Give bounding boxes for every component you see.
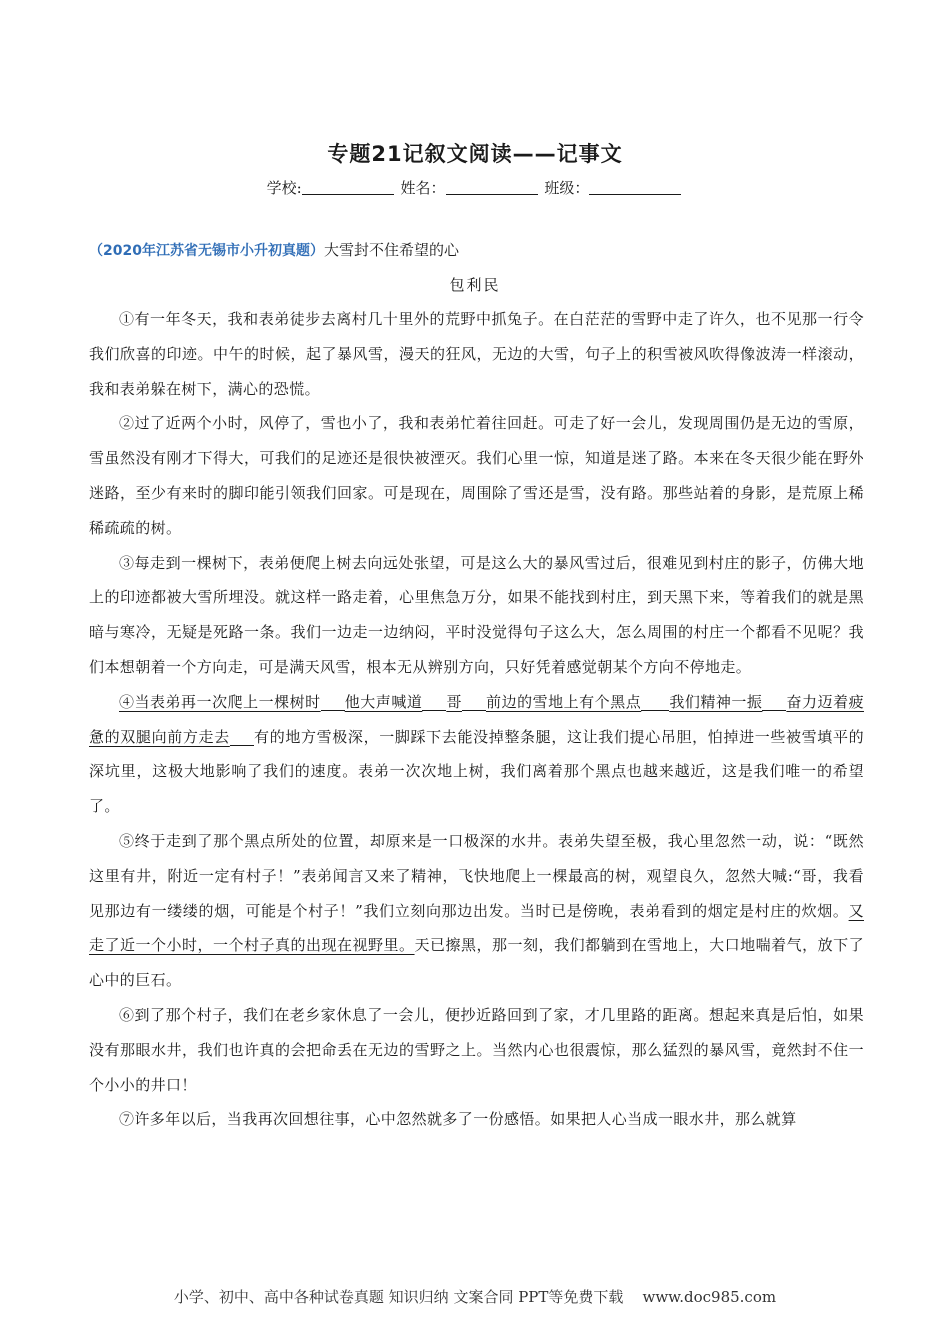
article-author: 包利民 xyxy=(449,276,501,294)
article-body xyxy=(89,302,864,1137)
p5-segment-c: 天已擦黑，那一刻，我们都躺到在雪地上，大口地喘着气，放下了心中的巨石。 xyxy=(89,936,864,990)
exam-source: （2020年江苏省无锡市小升初真题） xyxy=(89,243,324,259)
p4-segment-g: 有的地方雪极深，一脚踩下去能没掉整条腿，这让我们提心吊胆，怕掉进一些被雪填平的深坑里，这极大地影响了我们的速度。表弟一次次地上树，我们离着那个黑点也越来越近，这是我们唯一的希望了。 xyxy=(89,727,864,816)
punctuation-blank xyxy=(762,694,786,711)
footer-text: 小学、初中、高中各种试卷真题 知识归纳 文案合同 PPT等免费下载 xyxy=(173,1288,624,1306)
p4-segment-d: 前边的雪地上有个黑点 xyxy=(485,692,642,711)
p4-segment-e: 我们精神一振 xyxy=(669,692,763,711)
page-title: 专题21记叙文阅读——记事文 xyxy=(327,142,623,166)
p4-segment-c: 哥 xyxy=(446,692,462,711)
punctuation-blank xyxy=(422,694,446,711)
paragraph-3: ③每走到一棵树下，表弟便爬上树去向远处张望，可是这么大的暴风雪过后，很难见到村庄的影子，仿佛大地上的印迹都被大雪所埋没。就这样一路走着，心里焦急万分，如果不能找到村庄，到天黑下来，等着我们的就是黑暗与寒冷，无疑是死路一条。我们一边走一边纳闷，平时没觉得句子这么大，怎么周围的村庄一个都看不见呢？我们本想朝着一个方向走，可是满天风雪，根本无从辨别方向，只好凭着感觉朝某个方向不停地走。 xyxy=(89,553,864,676)
paragraph-5 xyxy=(89,824,864,998)
footer-url[interactable]: www.doc985.com xyxy=(642,1288,777,1306)
punctuation-blank xyxy=(321,694,345,711)
name-blank xyxy=(446,179,538,195)
paragraph-1: ①有一年冬天，我和表弟徒步去离村几十里外的荒野中抓兔子。在白茫茫的雪野中走了许久，也不见那一行令我们欣喜的印迹。中午的时候，起了暴风雪，漫天的狂风，无边的大雪，句子上的积雪被风吹得像波涛一样滚动，我和表弟躲在树下，满心的恐慌。 xyxy=(89,310,864,398)
p4-segment-a: ④当表弟再一次爬上一棵树时 xyxy=(119,692,321,711)
page-footer xyxy=(0,1286,950,1307)
paragraph-4 xyxy=(89,685,864,824)
paragraph-2: ②过了近两个小时，风停了，雪也小了，我和表弟忙着往回赶。可走了好一会儿，发现周围仍是无边的雪原，雪虽然没有刚才下得大，可我们的足迹还是很快被湮灭。我们心里一惊，知道是迷了路。本来在冬天很少能在野外迷路，至少有来时的脚印能引领我们回家。可是现在，周围除了雪还是雪，没有路。那些站着的身影，是荒原上稀稀疏疏的树。 xyxy=(89,414,864,537)
source-line xyxy=(89,239,459,260)
paragraph-6: ⑥到了那个村子，我们在老乡家休息了一会儿，便抄近路回到了家，才几里路的距离。想起来真是后怕，如果没有那眼水井，我们也许真的会把命丢在无边的雪野之上。当然内心也很震惊，那么猛烈的暴风雪，竟然封不住一个小小的井口！ xyxy=(89,1005,864,1094)
student-info-row xyxy=(0,177,950,198)
article-title: 大雪封不住希望的心 xyxy=(323,241,459,259)
p4-segment-b: 他大声喊道 xyxy=(344,692,423,711)
class-blank xyxy=(589,179,681,195)
punctuation-blank xyxy=(230,729,254,746)
p4-segment-f: 奋力迈着疲惫的双腿向前方走去 xyxy=(89,692,864,746)
punctuation-blank xyxy=(462,694,486,711)
name-label: 姓名： xyxy=(400,179,446,197)
school-blank xyxy=(302,179,394,195)
class-label: 班级： xyxy=(544,179,590,197)
p5-segment-a: ⑤终于走到了那个黑点所处的位置，却原来是一口极深的水井。表弟失望至极，我心里忽然一动，说：“既然这里有井，附近一定有村子！”表弟闻言又来了精神，飞快地爬上一棵最高的树，观望良久，忽然大喊:“哥，我看见那边有一缕缕的烟，可能是个村子！”我们立刻向那边出发。当时已是傍晚，表弟看到的烟定是村庄的炊烟。 xyxy=(89,831,864,920)
punctuation-blank xyxy=(641,694,669,711)
school-label: 学校: xyxy=(266,179,302,197)
paragraph-7: ⑦许多年以后，当我再次回想往事，心中忽然就多了一份感悟。如果把人心当成一眼水井，那么就算 xyxy=(119,1110,797,1129)
underlined-sentence-2: 又走了近一个小时，一个村子真的出现在视野里。 xyxy=(89,901,864,955)
